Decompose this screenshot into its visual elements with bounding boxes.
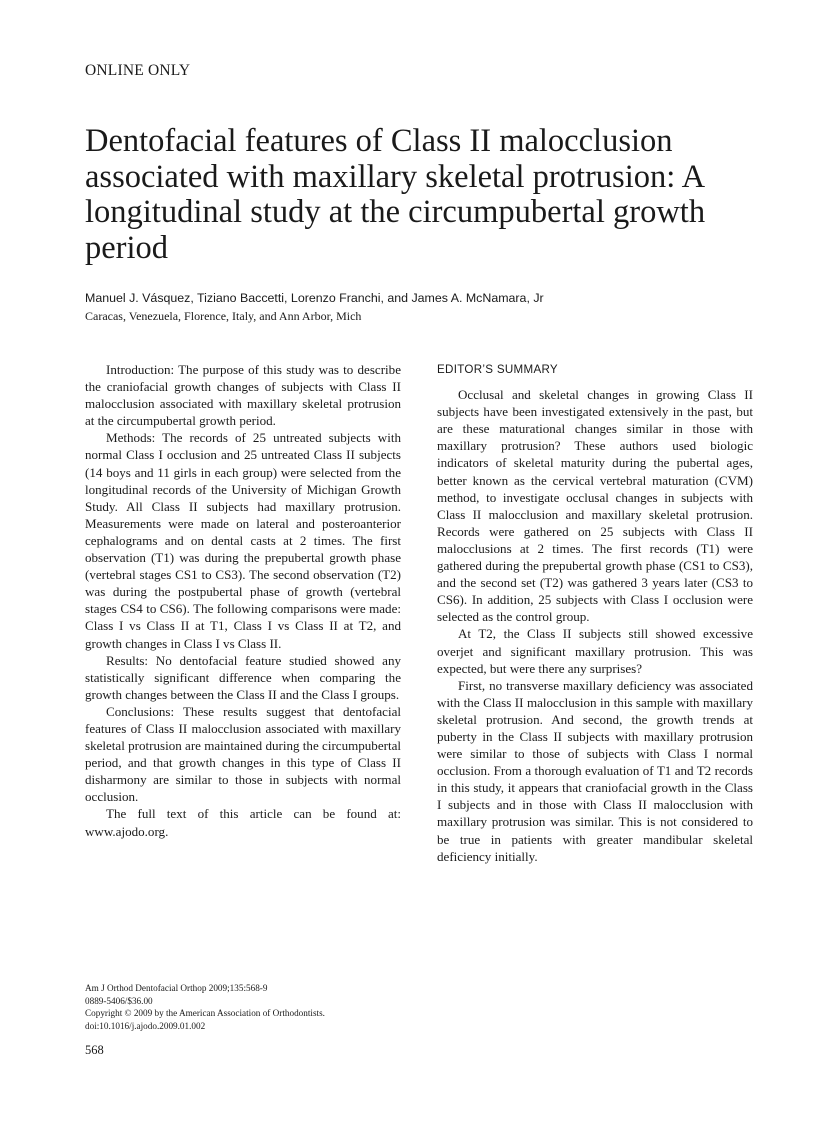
abstract-results: Results: No dentofacial feature studied showed any statistically significant difference when comparing the growth changes between the Class II and the Class I groups. [85, 652, 401, 702]
section-label: ONLINE ONLY [85, 62, 191, 79]
author-affiliations: Caracas, Venezuela, Florence, Italy, and Ann Arbor, Mich [85, 309, 362, 323]
editors-summary-heading: EDITOR’S SUMMARY [437, 363, 558, 376]
editors-summary-paragraph: At T2, the Class II subjects still showed excessive overjet and significant maxillary protrusion. This was expected, but were there any surprises? [437, 626, 753, 676]
editors-summary-paragraph: Occlusal and skeletal changes in growing Class II subjects have been investigated extensively in the past, but are these maturational changes similar in those with maxillary protrusion? These authors used biologic indicators of skeletal maturity during the pubertal ages, better known as the cervical vertebral maturation (CVM) method, to investigate occlusal changes in subjects with Class II malocclusion and maxillary skeletal protrusion. Records were gathered on 25 subjects with Class II malocclusions at 2 times. The first records (T1) were gathered during the prepubertal growth phase (CS1 to CS3), and the second set (T2) was gathered 3 years later (CS3 to CS6). In addition, 25 subjects with Class I occlusion were selected as the control group. [437, 387, 753, 625]
price-code: 0889-5406/$36.00 [85, 995, 153, 1006]
editors-summary-column [437, 361, 753, 865]
abstract-methods: Methods: The records of 25 untreated subjects with normal Class I occlusion and 25 untreated Class II subjects (14 boys and 11 girls in each group) were selected from the longitudinal records of the University of Michigan Growth Study. All Class II subjects had maxillary protrusion. Measurements were made on lateral and posteroanterior cephalograms and on dental casts at 2 times. The first observation (T1) was during the prepubertal growth phase (vertebral stages CS1 to CS3). The second observation (T2) was during the postpubertal phase of growth (vertebral stages CS4 to CS6). The following comparisons were made: Class I vs Class II at T1, Class I vs Class II at T2, and growth changes in Class I vs Class II. [85, 430, 401, 651]
editors-summary-paragraph: First, no transverse maxillary deficiency was associated with the Class II malocclusion in this sample with maxillary skeletal protrusion. And second, the growth trends at puberty in the Class II subjects with maxillary protrusion were similar to those of subjects with Class I normal occlusion. From a thorough evaluation of T1 and T2 records in this study, it appears that craniofacial growth in the Class I subjects and in those with Class II malocclusion with maxillary protrusion was similar. This is not considered to be true in patients with greater mandibular skeletal deficiency initially. [437, 677, 753, 864]
copyright-notice: Copyright © 2009 by the American Association of Orthodontists. [85, 1008, 325, 1018]
journal-citation: Am J Orthod Dentofacial Orthop 2009;135:568-9 [85, 983, 268, 993]
page-number: 568 [85, 1043, 104, 1057]
author-list: Manuel J. Vásquez, Tiziano Baccetti, Lorenzo Franchi, and James A. McNamara, Jr [85, 291, 544, 305]
article-title: Dentofacial features of Class II malocclusion associated with maxillary skeletal protrusion: A longitudinal study at the circumpubertal growth period [85, 123, 706, 266]
full-text-link[interactable]: The full text of this article can be found at: www.ajodo.org. [85, 806, 401, 839]
abstract-conclusions: Conclusions: These results suggest that dentofacial features of Class II malocclusion associated with maxillary skeletal protrusion are maintained during the circumpubertal period, and that growth changes in this type of Class II disharmony are similar to those in subjects with normal occlusion. [85, 703, 401, 805]
doi: doi:10.1016/j.ajodo.2009.01.002 [85, 1020, 206, 1031]
citation-block [85, 982, 325, 1032]
abstract-introduction: Introduction: The purpose of this study was to describe the craniofacial growth changes of subjects with Class II malocclusion associated with maxillary skeletal protrusion at the circumpubertal growth period. [85, 362, 401, 429]
abstract-column [85, 361, 401, 840]
